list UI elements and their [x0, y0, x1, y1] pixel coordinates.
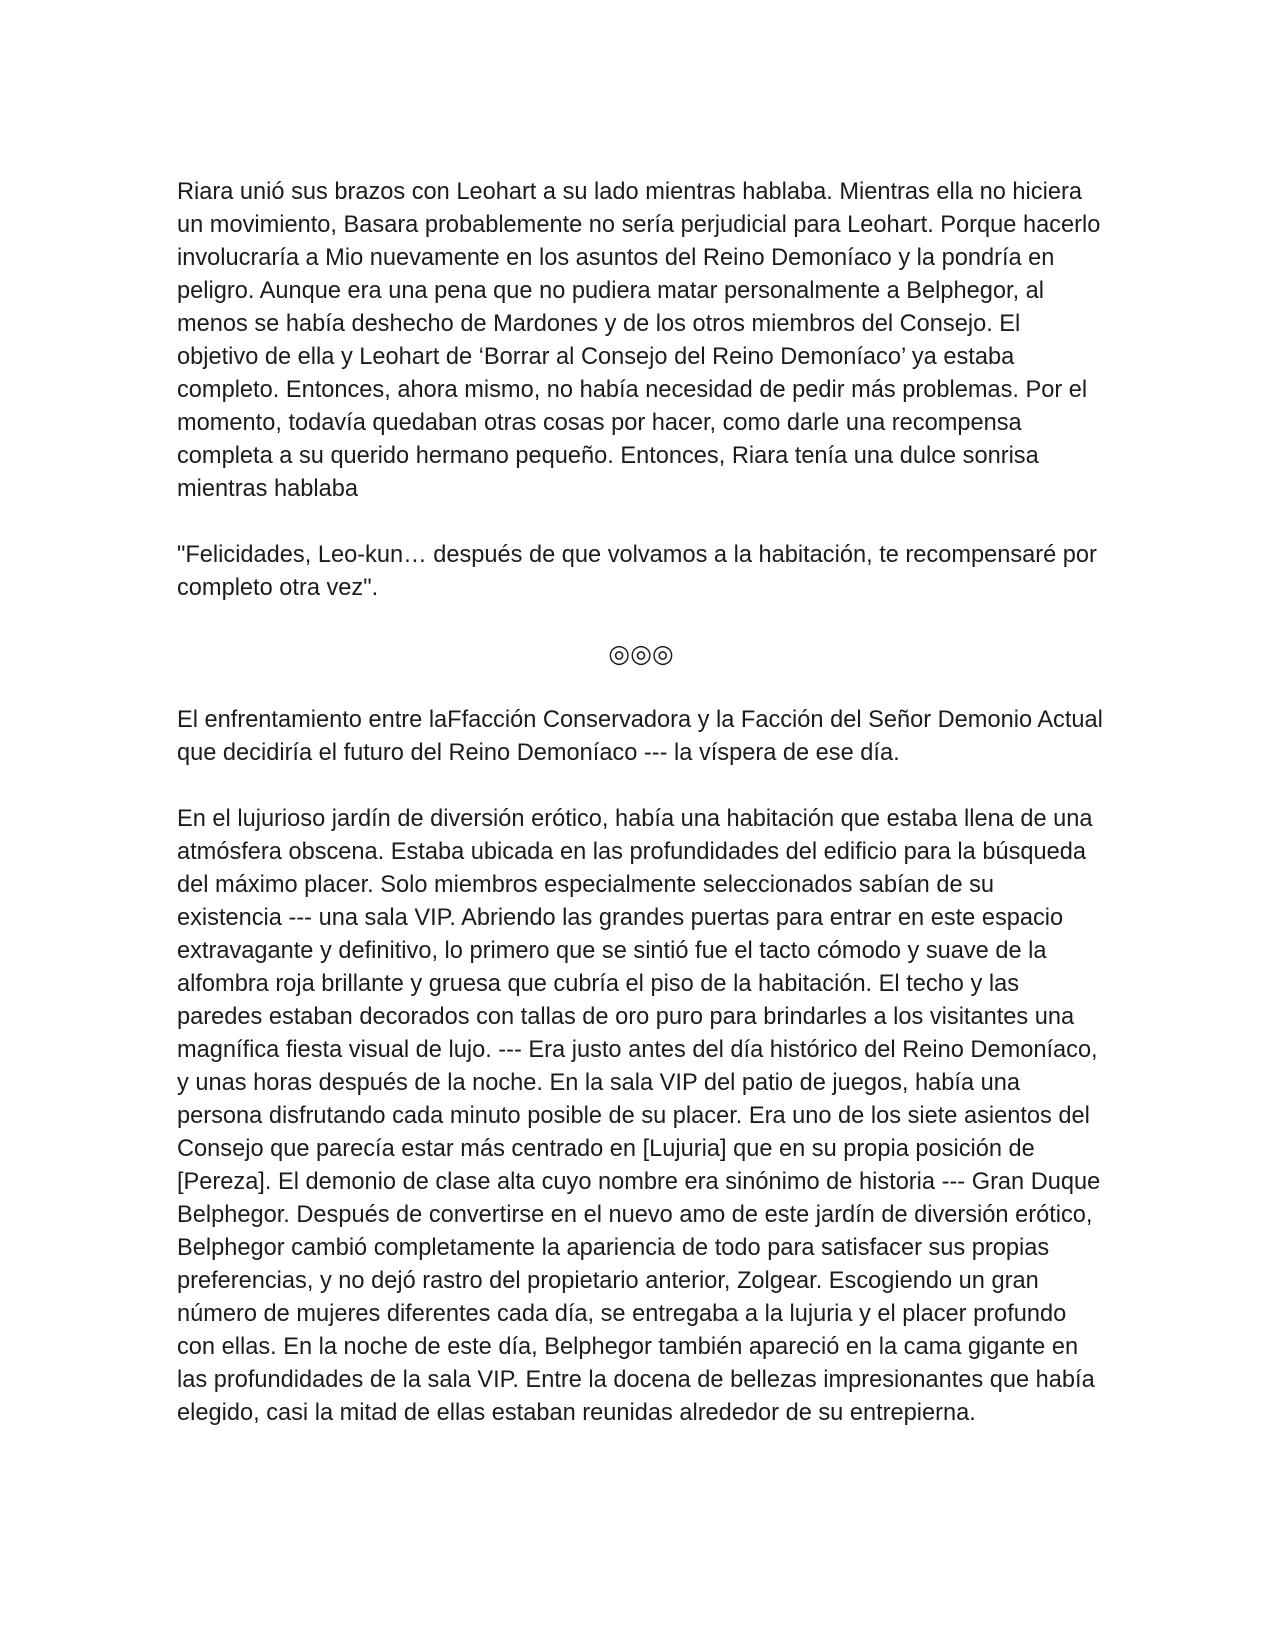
- paragraph-dialogue: "Felicidades, Leo-kun… después de que volvamos a la habitación, te recompensaré por completo otra vez".: [177, 542, 1097, 601]
- paragraph-confrontation: El enfrentamiento entre laFfacción Conservadora y la Facción del Señor Demonio Actual que decidiría el futuro del Reino Demoníaco --- la víspera de ese día.: [177, 707, 1103, 766]
- document-page: [177, 176, 1105, 1430]
- scene-break: ◎◎◎: [608, 640, 674, 668]
- paragraph-vip-room: En el lujurioso jardín de diversión erótico, había una habitación que estaba llena de una atmósfera obscena. Estaba ubicada en las profundidades del edificio para la búsqueda del máximo placer. Solo miembros especialmente seleccionados sabían de su existencia --- una sala VIP. Abriendo las grandes puertas para entrar en este espacio extravagante y definitivo, lo primero que se sintió fue el tacto cómodo y suave de la alfombra roja brillante y gruesa que cubría el piso de la habitación. El techo y las paredes estaban decorados con tallas de oro puro para brindarles a los visitantes una magnífica fiesta visual de lujo. --- Era justo antes del día histórico del Reino Demoníaco, y unas horas después de la noche. En la sala VIP del patio de juegos, había una persona disfrutando cada minuto posible de su placer. Era uno de los siete asientos del Consejo que parecía estar más centrado en [Lujuria] que en su propia posición de [Pereza]. El demonio de clase alta cuyo nombre era sinónimo de historia --- Gran Duque Belphegor. Después de convertirse en el nuevo amo de este jardín de diversión erótico, Belphegor cambió completamente la apariencia de todo para satisfacer sus propias preferencias, y no dejó rastro del propietario anterior, Zolgear. Escogiendo un gran número de mujeres diferentes cada día, se entregaba a la lujuria y el placer profundo con ellas. En la noche de este día, Belphegor también apareció en la cama gigante en las profundidades de la sala VIP. Entre la docena de bellezas impresionantes que había elegido, casi la mitad de ellas estaban reunidas alrededor de su entrepierna.: [177, 806, 1101, 1426]
- paragraph-riara: Riara unió sus brazos con Leohart a su lado mientras hablaba. Mientras ella no hiciera un movimiento, Basara probablemente no sería perjudicial para Leohart. Porque hacerlo involucraría a Mio nuevamente en los asuntos del Reino Demoníaco y la pondría en peligro. Aunque era una pena que no pudiera matar personalmente a Belphegor, al menos se había deshecho de Mardones y de los otros miembros del Consejo. El objetivo de ella y Leohart de ‘Borrar al Consejo del Reino Demoníaco’ ya estaba completo. Entonces, ahora mismo, no había necesidad de pedir más problemas. Por el momento, todavía quedaban otras cosas por hacer, como darle una recompensa completa a su querido hermano pequeño. Entonces, Riara tenía una dulce sonrisa mientras hablaba: [177, 179, 1101, 502]
